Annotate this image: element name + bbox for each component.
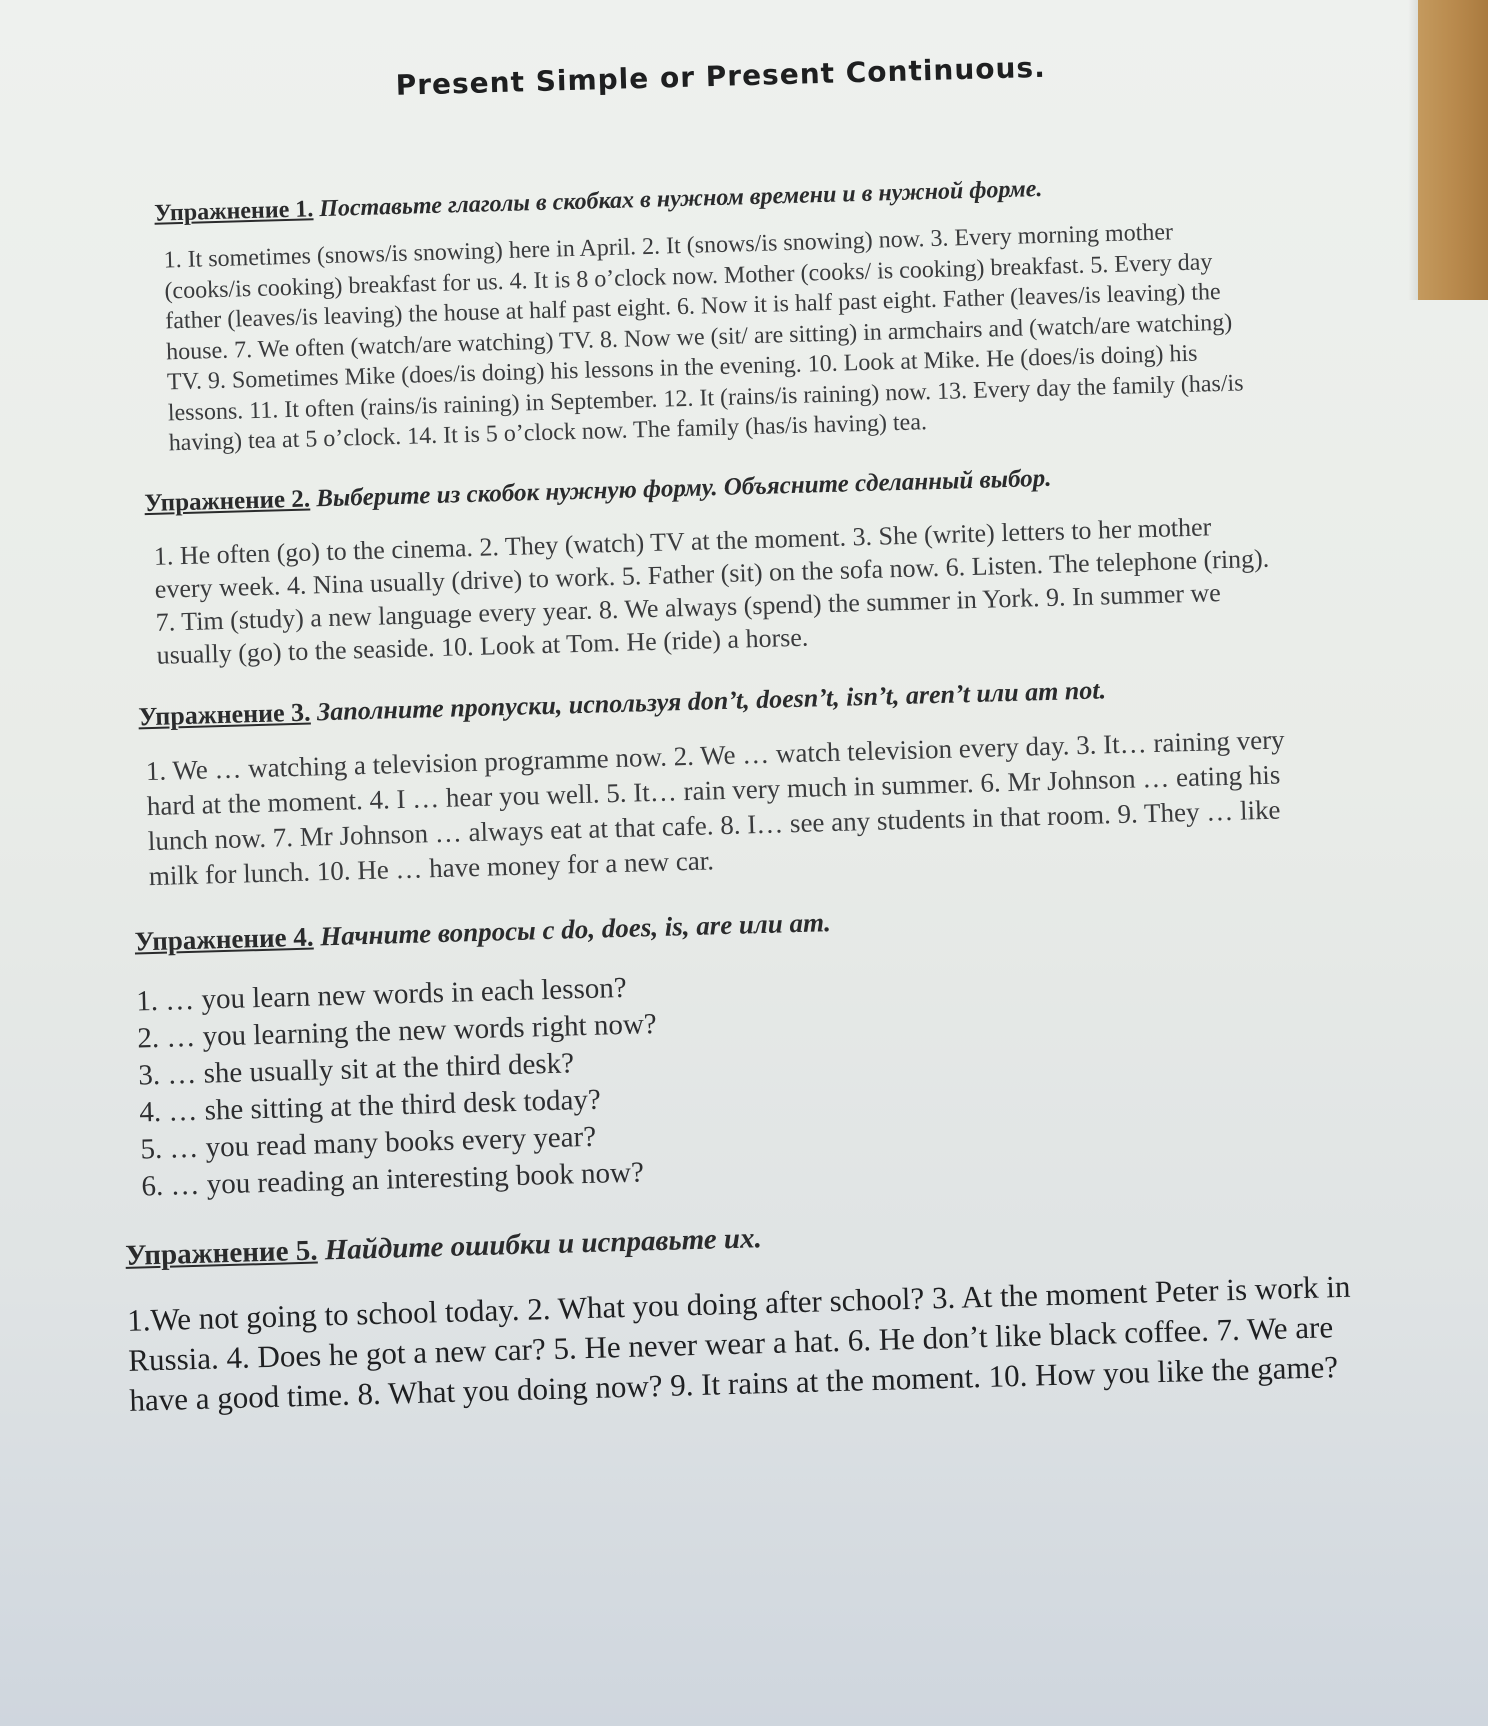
exercise-2-heading [144,458,1272,517]
exercise-5-text: 1.We not going to school today. 2. What you doing after school? 3. At the moment Peter is work in Russia. 4. Does he got a new car? 5. He never wear a hat. 6. He don’t like black coffee. 7. We are have a good time. 8. What you doing now? 9. It rains at the moment. 10. How you like the game? [126,1268,1351,1418]
exercise-1-text: 1. It sometimes (snows/is snowing) here in April. 2. It (snows/is snowing) now. 3. Every morning mother (cooks/is cooking) breakfast for us. 4. It is 8 o’clock now. Mother (cooks/ is cooking) breakfast. 5. Every day father (leaves/is leaving) the house at half past eight. 6. Now it is half past eight. Father (leaves/is leaving) the house. 7. We often (watch/are watching) TV. 8. Now we (sit/ are sitting) in armchairs and (watch/are watching) TV. 9. Sometimes Mike (does/is doing) his lessons in the evening. 10. Look at Mike. He (does/is doing) his lessons. 11. It often (rains/is raining) in September. 12. It (rains/is raining) now. 13. Every day the family (has/is having) tea at 5 o’clock. 14. It is 5 o’clock now. The family (has/is having) tea. [163,219,1244,457]
worksheet-title: Present Simple or Present Continuous. [395,50,1047,102]
exercise-1-label: Упражнение 1. [153,196,314,227]
exercise-3 [88,667,1393,895]
exercise-3-instruction: Заполните пропуски, используя don’t, doesn’t, isn’t, aren’t или am not. [316,674,1107,726]
exercise-4-question: 2. … you learning the new words right now? [136,1007,658,1054]
exercise-1 [74,167,1381,462]
exercise-5-heading [125,1205,1363,1273]
exercise-4-heading [134,893,1324,957]
exercise-2-text: 1. He often (go) to the cinema. 2. They (watch) TV at the moment. 3. She (write) letters to her mother every week. 4. Nina usually (drive) to work. 5. Father (sit) on the sofa now. 6. Listen. The telephone (ring). 7. Tim (study) a new language every year. 8. We always (spend) the summer in York. 9. In summer we usually (go) to the seaside. 10. Look at Tom. He (ride) a horse. [153,511,1270,670]
exercise-3-heading [138,669,1318,732]
exercise-3-text: 1. We … watching a television programme now. 2. We … watch television every day. 3. It… raining very hard at the moment. 4. I … hear you well. 5. It… rain very much in summer. 6. Mr Johnson … eating his lunch now. 7. Mr Johnson … always eat at that cafe. 8. I… see any students in that room. 9. They … like milk for lunch. 10. He … have money for a new car. [145,723,1285,891]
exercise-4-question: 5. … you read many books every year? [139,1120,597,1165]
exercise-4-instruction: Начните вопросы с do, does, is, are или am. [319,906,832,951]
exercise-1-instruction: Поставьте глаголы в скобках в нужном времени и в нужной форме. [318,175,1043,223]
exercise-5-label: Упражнение 5. [124,1234,318,1272]
exercise-4-question: 6. … you reading an interesting book now? [141,1155,645,1202]
exercise-2 [82,455,1387,673]
exercise-4-question-list [136,950,1332,1205]
exercise-4-question: 4. … she sitting at the third desk today? [138,1083,602,1128]
wood-table-edge [1418,0,1488,300]
paper-edge-shadow [1408,0,1418,300]
exercise-4-label: Упражнение 4. [134,921,314,957]
exercise-5 [103,1204,1408,1421]
exercise-2-label: Упражнение 2. [144,484,311,517]
exercise-4-question: 1. … you learn new words in each lesson? [135,971,628,1018]
exercise-2-instruction: Выберите из скобок нужную форму. Объясните сделанный выбор. [315,464,1052,512]
exercise-4 [94,891,1401,1206]
worksheet-page [70,24,1408,1421]
exercise-5-instruction: Найдите ошибки и исправьте их. [324,1221,763,1266]
exercise-3-label: Упражнение 3. [137,697,311,731]
exercise-4-question: 3. … she usually sit at the third desk? [137,1046,575,1091]
